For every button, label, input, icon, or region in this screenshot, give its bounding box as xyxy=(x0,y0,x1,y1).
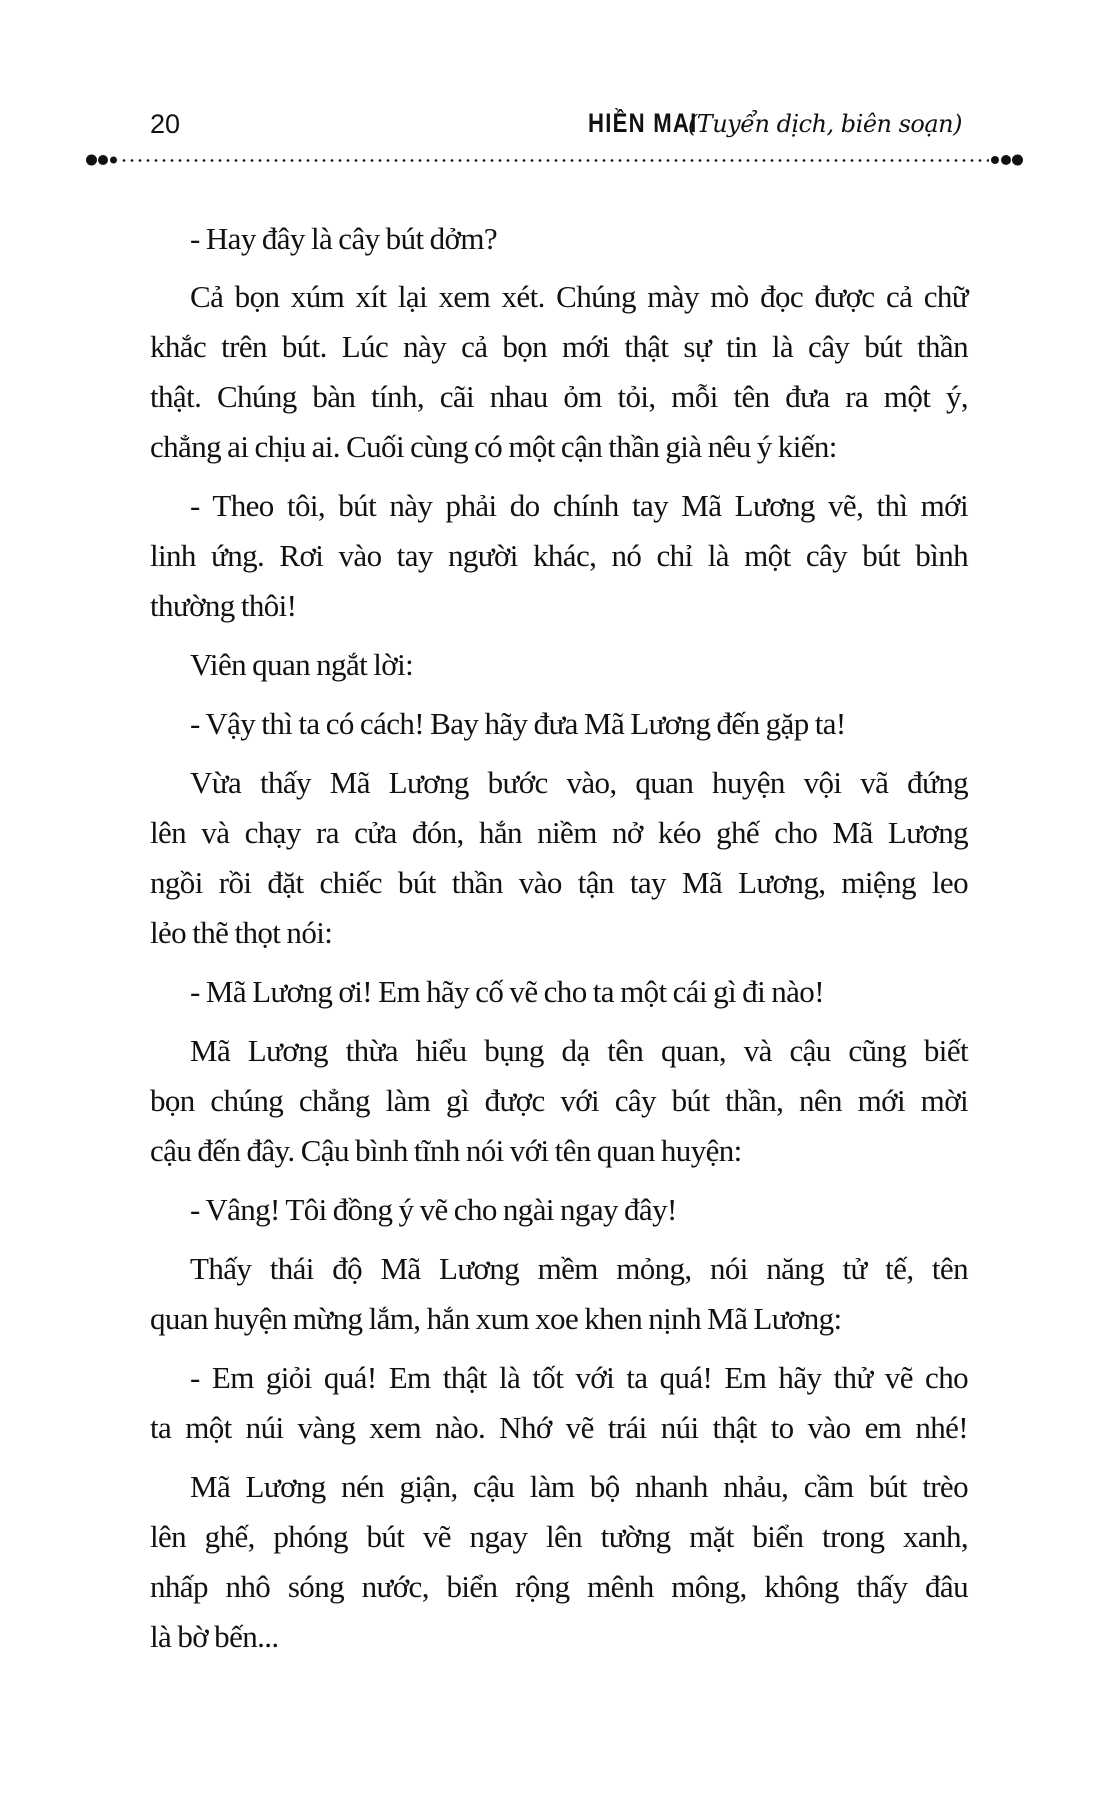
paragraph-line: ta một núi vàng xem nào. Nhớ vẽ trái núi thật to vào em nhé! xyxy=(150,1410,968,1445)
ornament-dot-icon xyxy=(991,156,999,164)
paragraph-line: - Vâng! Tôi đồng ý vẽ cho ngài ngay đây! xyxy=(190,1192,677,1227)
ornament-dot-icon xyxy=(1012,155,1023,166)
paragraph-line: nhấp nhô sóng nước, biển rộng mênh mông, không thấy đâu xyxy=(150,1569,968,1604)
paragraph-line: linh ứng. Rơi vào tay người khác, nó chỉ là một cây bút bình xyxy=(150,538,968,573)
ornament-dot-icon xyxy=(110,157,117,164)
paragraph-line: - Mã Lương ơi! Em hãy cố vẽ cho ta một cái gì đi nào! xyxy=(190,974,824,1009)
page-number: 20 xyxy=(150,109,181,139)
paragraph-line: - Hay đây là cây bút dởm? xyxy=(190,221,497,256)
paragraph-line: - Theo tôi, bút này phải do chính tay Mã Lương vẽ, thì mới xyxy=(190,488,968,523)
paragraph-line: Cả bọn xúm xít lại xem xét. Chúng mày mò đọc được cả chữ xyxy=(190,279,968,314)
paragraph-line: Mã Lương nén giận, cậu làm bộ nhanh nhảu, cầm bút trèo xyxy=(190,1469,968,1504)
ornament-dot-icon xyxy=(98,155,108,165)
paragraph-line: lên ghế, phóng bút vẽ ngay lên tường mặt biển trong xanh, xyxy=(150,1519,968,1554)
header-author: HIỀN MAI xyxy=(588,108,698,138)
paragraph-line: lên và chạy ra cửa đón, hắn niềm nở kéo ghế cho Mã Lương xyxy=(150,815,968,850)
ornament-divider xyxy=(86,153,1023,167)
ornament-dot-icon xyxy=(86,155,97,166)
ornament-dot-icon xyxy=(1001,155,1011,165)
header-title xyxy=(564,106,962,145)
paragraph-line: Mã Lương thừa hiểu bụng dạ tên quan, và cậu cũng biết xyxy=(190,1033,968,1068)
paragraph-line: thật. Chúng bàn tính, cãi nhau ỏm tỏi, mỗi tên đưa ra một ý, xyxy=(150,379,968,414)
paragraph-line: Viên quan ngắt lời: xyxy=(190,647,414,682)
paragraph-line: thường thôi! xyxy=(150,588,297,623)
paragraph-line: - Em giỏi quá! Em thật là tốt với ta quá! Em hãy thử vẽ cho xyxy=(190,1360,968,1395)
paragraph-line: bọn chúng chẳng làm gì được với cây bút thần, nên mới mời xyxy=(150,1083,968,1118)
paragraph-line: cậu đến đây. Cậu bình tĩnh nói với tên quan huyện: xyxy=(150,1133,742,1168)
paragraph-line: chẳng ai chịu ai. Cuối cùng có một cận thần già nêu ý kiến: xyxy=(150,429,837,464)
paragraph-line: ngồi rồi đặt chiếc bút thần vào tận tay Mã Lương, miệng leo xyxy=(150,865,968,900)
paragraph-line: Vừa thấy Mã Lương bước vào, quan huyện vội vã đứng xyxy=(190,765,968,800)
dotted-rule xyxy=(120,159,989,162)
paragraph-line: Thấy thái độ Mã Lương mềm mỏng, nói năng tử tế, tên xyxy=(190,1251,968,1286)
paragraph-line: lẻo thẽ thọt nói: xyxy=(150,915,333,950)
paragraph-line: quan huyện mừng lắm, hắn xum xoe khen nịnh Mã Lương: xyxy=(150,1301,842,1336)
paragraph-line: - Vậy thì ta có cách! Bay hãy đưa Mã Lương đến gặp ta! xyxy=(190,706,846,741)
running-header xyxy=(150,104,962,144)
header-subtitle: (Tuyển dịch, biên soạn) xyxy=(687,110,962,138)
paragraph-line: là bờ bến... xyxy=(150,1619,279,1654)
paragraph-line: khắc trên bút. Lúc này cả bọn mới thật sự tin là cây bút thần xyxy=(150,329,968,364)
